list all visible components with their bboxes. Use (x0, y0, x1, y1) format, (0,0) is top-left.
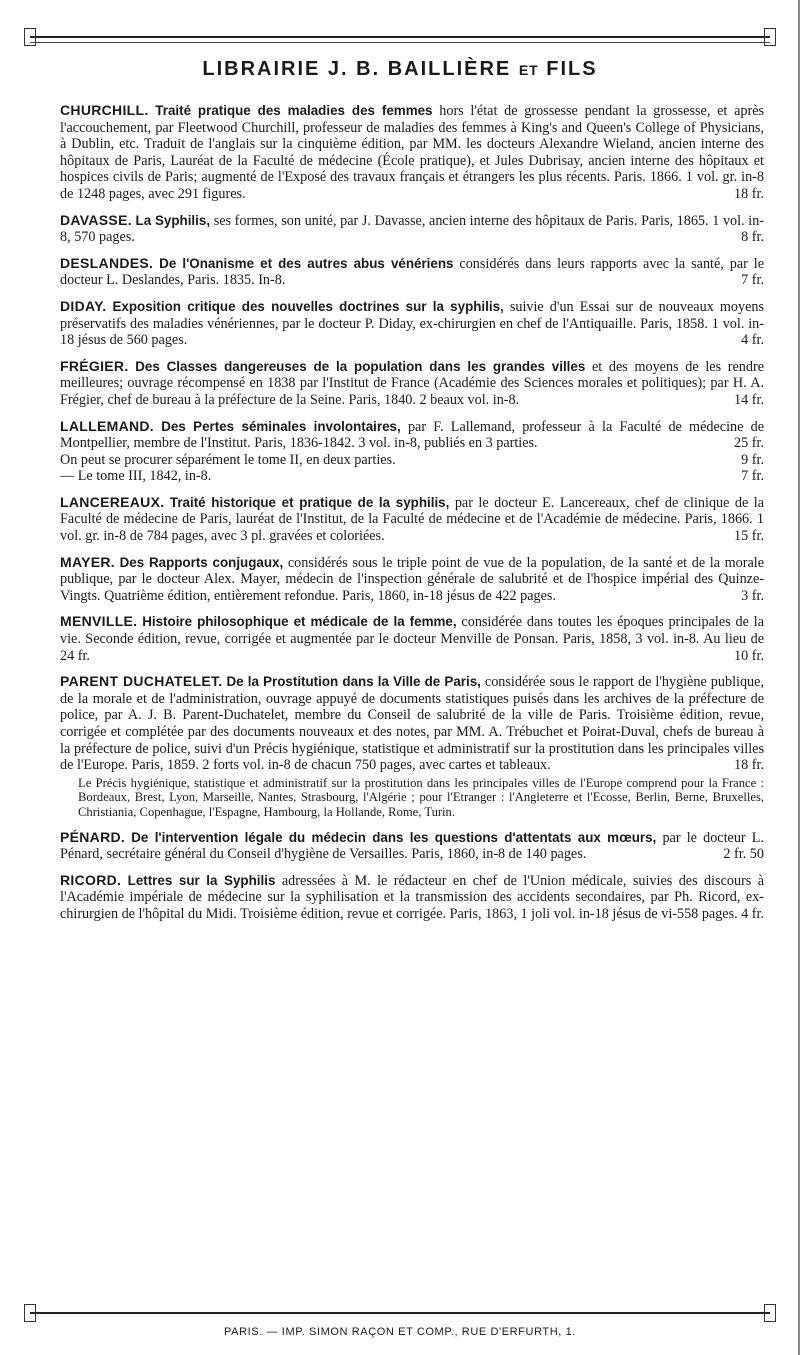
entry-author: MENVILLE. (60, 613, 138, 630)
entry-description: hors l'état de grossesse pendant la grossesse, et après l'accouchement, par Fleetwood Churchill, professeur de maladies des femmes à King's and Queen's College of Physicians, à Dublin, etc. Traduit de l'anglais sur la cinquième édition, par MM. les docteurs Alexandre Wieland, ancien interne des hôpitaux de Paris, Lauréat de la Faculté de médecine (École pratique), et Jules Dubrisay, ancien interne des hôpitaux et hospices civils de Paris; augmenté de l'Exposé des travaux français et étrangers les plus récents. Paris. 1866. (60, 103, 765, 186)
entry-title: Des Pertes séminales involontaires, (161, 418, 401, 434)
entry-description: considérés sous le triple point de vue de la population, de la santé et de la morale publique, par le docteur Alex. Mayer, médecin de l'inspection générale de salubrité et de l'hospice impérial des Quinze-Vingts. Quatrième édition, entièrement refondue. Paris, 1860, in-18 jésus de (60, 554, 764, 604)
entry-title: De la Prostitution dans la Ville de Paris, (226, 674, 481, 690)
catalog-entry (60, 872, 764, 923)
supplement-text: On peut se procurer séparément le tome II, en deux parties. (60, 451, 396, 468)
entry-price: 10 fr. (734, 647, 764, 664)
entry-format: 3 vol. in-8, publiés en 3 parties. (358, 435, 538, 452)
supplement-text: — Le tome III, 1842, in-8. (60, 468, 212, 485)
entry-format: 1 vol. in-8, 570 pages. (60, 212, 765, 246)
catalog-entry (60, 613, 764, 664)
corner-mark (24, 1304, 36, 1322)
entry-format: jésus de vi-558 pages. (612, 905, 738, 922)
entry-author: CHURCHILL. (60, 102, 149, 118)
entry-description: suivie d'un Essai sur de nouveaux moyens préservatifs des maladies vénériennes, par le docteur P. Diday, ex-chirurgien en chef de l'Antiquaille. Paris, 1858. 1 vol. in-18 (60, 298, 764, 349)
entry-title: Traité pratique des maladies des femmes (155, 103, 433, 118)
publisher-name: LIBRAIRIE J. B. BAILLIÈRE (202, 58, 512, 80)
entry-author: DAVASSE. (60, 211, 132, 228)
entry-description: et des moyens de les rendre meilleures; ouvrage récompensé en 1838 par l'Institut de France (Académie des Sciences morales et politiques); par H. A. Frégier, chef de bureau à la préfecture de la Seine. Paris, 1840. (60, 358, 764, 408)
entry-format: jésus de 560 pages. (77, 332, 188, 349)
entry-format: de 24 fr. (60, 631, 764, 664)
top-rule (30, 36, 770, 38)
entry-title: De l'intervention légale du médecin dans les questions d'attentats aux mœurs, (131, 829, 657, 845)
entry-title: Traité historique et pratique de la syphilis, (169, 494, 450, 510)
entry-title: Des Rapports conjugaux, (119, 554, 284, 570)
entry-text (60, 212, 764, 246)
entry-price: 15 fr. (734, 528, 764, 545)
entry-price: 7 fr. (741, 272, 764, 289)
entry-text (60, 554, 764, 605)
entry-title: La Syphilis, (135, 212, 211, 228)
corner-mark (24, 28, 36, 46)
entry-text (60, 418, 764, 452)
entry-text (60, 829, 764, 863)
bottom-rule (30, 1312, 770, 1314)
entry-price: 8 fr. (741, 229, 764, 246)
supplement-price: 9 fr. (741, 451, 764, 468)
catalog-entry (60, 212, 764, 246)
entry-author: PARENT DUCHATELET. (60, 673, 223, 690)
catalog-entry (60, 554, 764, 605)
entry-price: 18 fr. (734, 757, 764, 774)
entry-format: vol. in-8 de chacun 750 pages, avec cartes et tableaux. (242, 757, 551, 774)
catalog-entry (60, 255, 764, 289)
entry-author: MAYER. (60, 553, 115, 570)
entry-text (60, 872, 764, 923)
entry-text (60, 255, 764, 289)
supplement-price: 7 fr. (741, 468, 764, 485)
entry-author: PÉNARD. (60, 828, 126, 845)
printer-imprint: PARIS. — IMP. SIMON RAÇON ET COMP., RUE D'ERFURTH, 1. (224, 1326, 576, 1338)
entry-price: 3 fr. (741, 587, 764, 604)
entry-price: 2 fr. 50 (723, 846, 764, 863)
entry-format: 1 vol. gr. in-8 de 784 pages, avec 3 pl. gravées et coloriées. (60, 511, 764, 545)
catalog-entry (60, 494, 764, 545)
entry-price: 14 fr. (734, 391, 764, 408)
entry-description: ses formes, son unité, par J. Davasse, ancien interne des hôpitaux de Paris. Paris, 1865. (213, 212, 709, 229)
entry-format: 1 vol. gr. in-8 de 1248 pages, avec 291 figures. (60, 169, 765, 202)
entry-title: Histoire philosophique et médicale de la femme, (142, 614, 457, 630)
entry-supplement (60, 452, 764, 469)
entry-author: DESLANDES. (60, 254, 154, 271)
catalog-entries (60, 102, 764, 932)
entry-description: par le docteur E. Lancereaux, chef de clinique de la Faculté de médecine de Paris, lauréat de l'Institut, de la Faculté de médecine et de l'Académie de médecine. Paris, 1866. (60, 494, 765, 528)
entry-format: 422 pages. (495, 587, 556, 604)
catalog-entry (60, 673, 764, 819)
entry-author: LALLEMAND. (60, 417, 154, 434)
entry-title: Exposition critique des nouvelles doctrines sur la syphilis, (112, 298, 504, 314)
entry-text (60, 613, 764, 664)
entry-description: considérés dans leurs rapports avec la santé, par le docteur L. Deslandes, Paris. 1835. In-8. (60, 255, 765, 289)
entry-text (60, 494, 764, 545)
entry-text (60, 102, 764, 203)
corner-mark (764, 28, 776, 46)
entry-price: 4 fr. (741, 905, 764, 922)
catalog-entry (60, 829, 764, 863)
entry-author: RICORD. (60, 871, 122, 888)
publisher-suffix: FILS (546, 58, 598, 80)
entry-title: Lettres sur la Syphilis (127, 872, 276, 888)
entry-author: LANCEREAUX. (60, 493, 165, 510)
corner-mark (764, 1304, 776, 1322)
catalog-entry (60, 358, 764, 409)
entry-description: considérée sous le rapport de l'hygiène publique, de la morale et de l'administration, ouvrage appuyé de documents statistiques puisés dans les archives de la préfecture de police, par A. J. B. Parent-Duchatelet, membre du Conseil de salubrité de la ville de Paris. Troisième édition, revue, corrigée et complétée par des documents nouveaux et des notes, par MM. A. Trébuchet et Poirat-Duval, chefs de bureau à la préfecture de police, suivi d'un Précis hygiénique, statistique et administratif sur la prostitution dans les principales villes de l'Europe. Paris, 1859. 2 forts (60, 674, 764, 774)
entry-description: adressées à M. le rédacteur en chef de l'Union médicale, suivies des discours à l'Académie impériale de médecine sur la syphilisation et la transmission des accidents secondaires, par Ph. Ricord, ex-chirurgien de l'hôpital du Midi. Troisième édition, revue et corrigée. Paris, 1863, 1 joli vol. in-18 (60, 872, 765, 922)
entry-price: 4 fr. (741, 332, 764, 349)
entry-title: De l'Onanisme et des autres abus vénériens (159, 255, 454, 271)
entry-author: DIDAY. (60, 297, 107, 314)
entry-supplement (60, 468, 764, 485)
entry-text (60, 673, 764, 774)
entry-format: 2 beaux vol. in-8. (419, 391, 520, 408)
entry-text (60, 298, 764, 349)
entry-price: 25 fr. (734, 435, 764, 452)
catalog-entry (60, 102, 764, 203)
entry-author: FRÉGIER. (60, 357, 129, 374)
entry-description: par le docteur L. Pénard, secrétaire général du Conseil d'hygiène de Versailles. Paris, 1860, (60, 829, 765, 863)
catalog-entry (60, 418, 764, 485)
publisher-conjunction: ET (518, 62, 539, 78)
catalog-entry (60, 298, 764, 349)
entry-format: in-8 de 140 pages. (482, 846, 587, 863)
entry-price: 18 fr. (734, 185, 764, 202)
entry-note: Le Précis hygiénique, statistique et administratif sur la prostitution dans les principales villes de l'Europe comprend pour la France : Bordeaux, Brest, Lyon, Marseille, Nantes, Strasbourg, l'Algérie ; pour l'Etranger : l'Angleterre et l'Ecosse, Berlin, Berne, Bruxelles, Christiania, Copenhague, l'Espagne, Hambourg, la Hollande, Rome, Turin. (78, 775, 764, 819)
entry-description: considérée dans toutes les époques principales de la vie. Seconde édition, revue, corrigée et augmentée par le docteur Menville de Ponsan. Paris, 1858, 3 vol. in-8. Au lieu (60, 614, 764, 648)
entry-description: par F. Lallemand, professeur à la Faculté de médecine de Montpellier, membre de l'Institut. Paris, 1836-1842. (60, 418, 765, 452)
page-header (0, 58, 800, 81)
top-rule-thin (30, 42, 770, 43)
entry-text (60, 358, 764, 409)
entry-title: Des Classes dangereuses de la population dans les grandes villes (135, 358, 586, 374)
